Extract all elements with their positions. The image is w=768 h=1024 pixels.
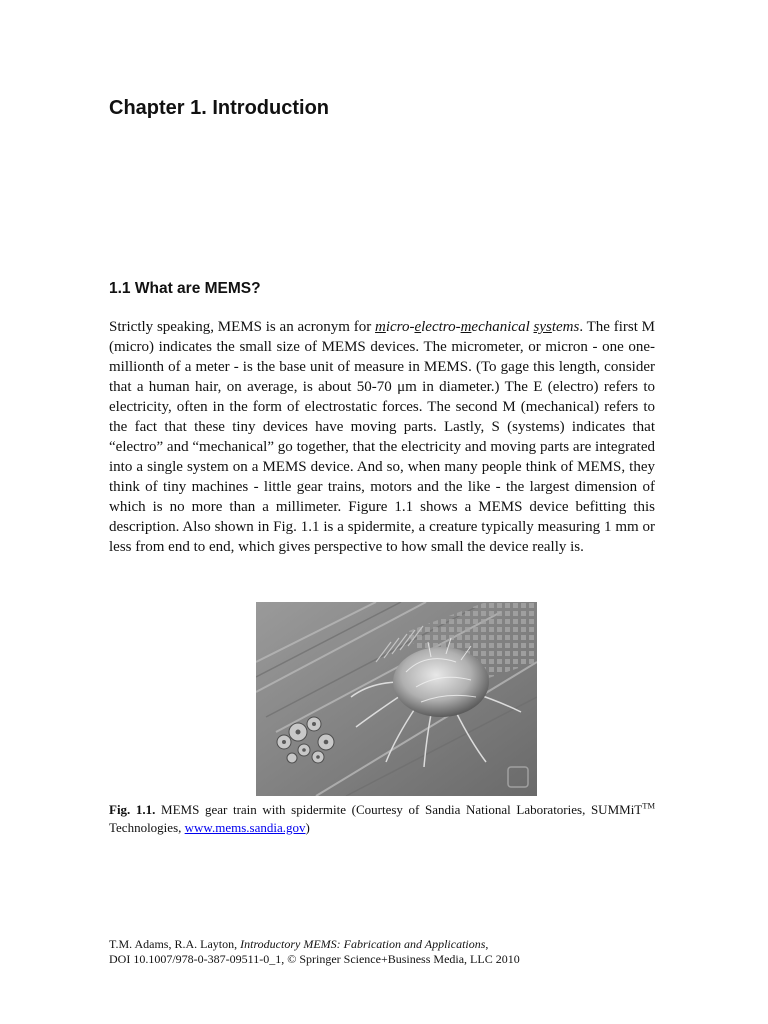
term-part: lectro- — [421, 319, 461, 335]
authors: T.M. Adams, R.A. Layton, — [109, 937, 241, 951]
term-letter-m: m — [375, 319, 386, 335]
chapter-title: Chapter 1. Introduction — [109, 97, 329, 119]
term-letters-sys: sys — [533, 319, 552, 335]
section-title: 1.1 What are MEMS? — [109, 280, 261, 297]
term-letter-e: e — [414, 319, 422, 335]
paragraph-intro: Strictly speaking, MEMS is an acronym for — [109, 319, 376, 335]
term-part: icro- — [385, 319, 415, 335]
sem-image — [256, 602, 537, 796]
figure-caption — [109, 801, 655, 837]
citation-comma: , — [485, 937, 489, 951]
term-part: echanical — [471, 319, 534, 335]
paragraph-body: . The first M (micro) indicates the small size of MEMS devices. The micrometer, or micron - one one-millionth of a meter - is the base unit of measure in MEMS. (To gage this length, consider that a human hair, on average, is about 50-70 μm in diameter.) The E (electro) refers to electricity, often in the form of electrostatic forces. The second M (mechanical) refers to the fact that these tiny devices have moving parts. Lastly, S (systems) indicates that “electro” and “mechanical” go together, that the electricity and moving parts are integrated into a single system on a MEMS device. And so, when many people think of MEMS, they think of tiny machines - little gear trains, motors and the like - the largest dimension of which is no more than a millimeter. Figure 1.1 shows a MEMS device befitting this description. Also shown in Fig. 1.1 is a spidermite, a creature typically measuring 1 mm or less from end to end, which gives perspective to how small the device really is. — [109, 319, 655, 555]
caption-text: MEMS gear train with spidermite (Courtesy of Sandia National Laboratories, SUMMiT — [155, 802, 643, 817]
figure-image — [256, 602, 537, 796]
caption-text-2: Technologies, — [109, 820, 185, 835]
trademark-sup: TM — [642, 800, 655, 811]
term-letter-m2: m — [460, 319, 472, 335]
term-part: tems — [551, 319, 580, 335]
caption-end: ) — [305, 820, 310, 835]
body-paragraph — [109, 317, 655, 557]
citation-line-1 — [109, 937, 669, 952]
sandia-link[interactable]: www.mems.sandia.gov — [184, 820, 306, 835]
caption-label: Fig. 1.1. — [109, 802, 156, 817]
book-title: Introductory MEMS: Fabrication and Applications — [240, 937, 486, 951]
mems-term — [375, 319, 579, 335]
doi-line: DOI 10.1007/978-0-387-09511-0_1, © Springer Science+Business Media, LLC 2010 — [109, 952, 520, 966]
citation-footer — [109, 937, 669, 967]
